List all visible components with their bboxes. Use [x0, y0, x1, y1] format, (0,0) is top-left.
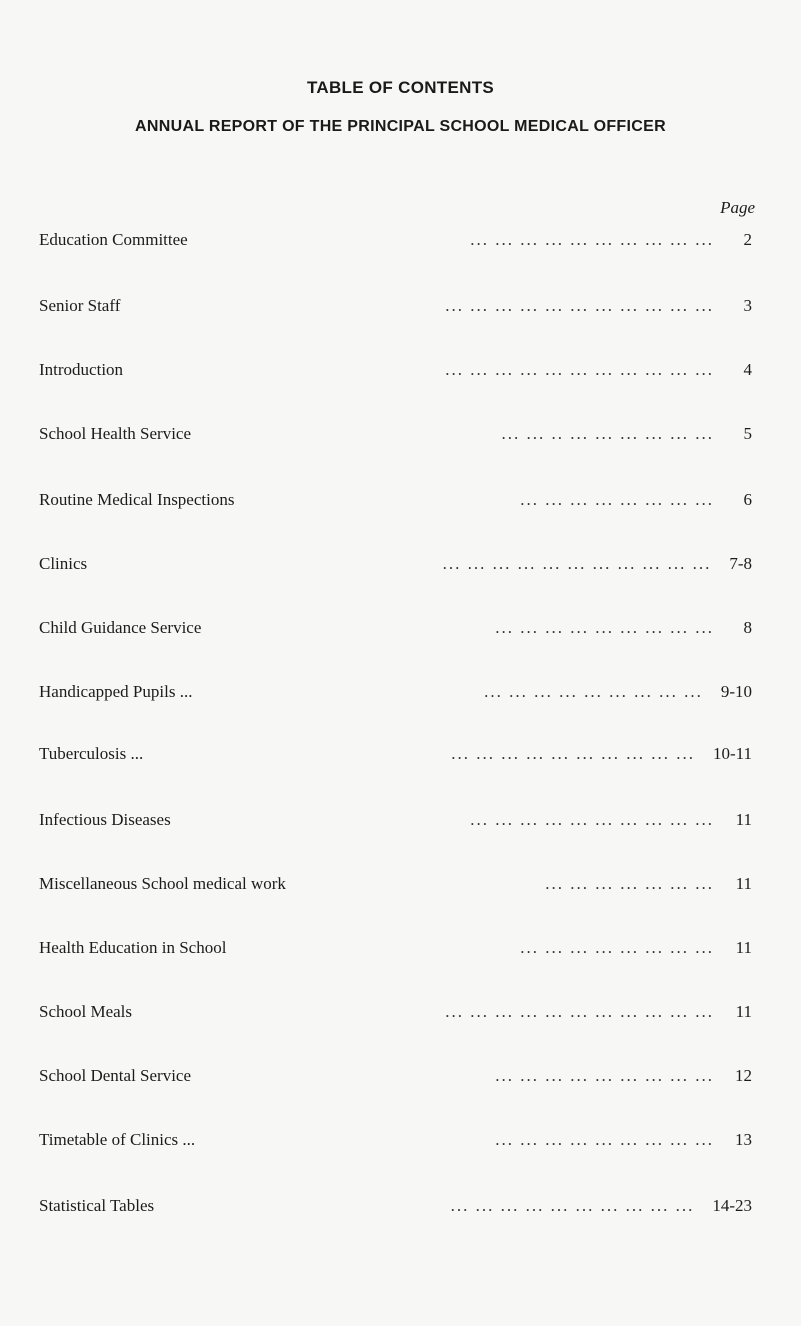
toc-entry-title: Routine Medical Inspections — [39, 490, 235, 509]
toc-entry-title: Miscellaneous School medical work — [39, 874, 286, 893]
toc-entry-title: Senior Staff — [39, 296, 121, 315]
toc-entry — [39, 682, 752, 706]
dot-leader: ... ... ... ... ... ... ... — [545, 874, 714, 893]
toc-entry-title: Child Guidance Service — [39, 618, 202, 637]
dot-leader: ... ... ... ... ... ... ... ... ... ... — [451, 744, 695, 763]
toc-entry-title: Handicapped Pupils ... — [39, 682, 193, 701]
toc-entry-title: Clinics — [39, 554, 88, 573]
dot-leader: ... ... ... ... ... ... ... ... ... ... — [470, 810, 714, 829]
toc-entry — [39, 360, 752, 384]
toc-entry-title: Timetable of Clinics ... — [39, 1130, 196, 1149]
toc-entry — [39, 490, 752, 514]
toc-entry — [39, 810, 752, 834]
toc-entry-title: Education Committee — [39, 230, 188, 249]
toc-entry-page: 6 — [743, 490, 752, 509]
dot-leader: ... ... ... ... ... ... ... ... ... — [495, 1130, 714, 1149]
toc-entry — [39, 424, 752, 448]
toc-entry-title: School Health Service — [39, 424, 192, 443]
dot-leader: ... ... ... ... ... ... ... ... ... ... ... — [442, 554, 712, 573]
toc-entry-page: 12 — [735, 1066, 752, 1085]
toc-entry-page: 14-23 — [712, 1196, 752, 1215]
page-column-label: Page — [720, 198, 755, 217]
toc-entry — [39, 554, 752, 578]
dot-leader: ... ... ... ... ... ... ... ... ... ... — [470, 230, 714, 249]
toc-entry-page: 2 — [743, 230, 752, 249]
toc-title: TABLE OF CONTENTS — [306, 78, 495, 97]
toc-entry-page: 11 — [735, 1002, 752, 1021]
report-title: ANNUAL REPORT OF THE PRINCIPAL SCHOOL MEDICAL OFFICER — [135, 118, 666, 135]
toc-entry-page: 11 — [735, 810, 752, 829]
toc-entry — [39, 230, 752, 254]
dot-leader: ... ... ... ... ... ... ... ... ... — [495, 618, 714, 637]
dot-leader: ... ... ... ... ... ... ... ... ... — [484, 682, 703, 701]
toc-entry — [39, 874, 752, 898]
toc-entry — [39, 938, 752, 962]
toc-entry — [39, 296, 752, 320]
toc-entry-page: 3 — [743, 296, 752, 315]
toc-entry — [39, 744, 752, 768]
dot-leader: ... ... ... ... ... ... ... ... — [520, 938, 714, 957]
dot-leader: ... ... ... ... ... ... ... ... ... ... ... — [445, 360, 714, 379]
toc-entry — [39, 1002, 752, 1026]
toc-entry-page: 13 — [735, 1130, 752, 1149]
dot-leader: ... ... ... ... ... ... ... ... ... ... ... — [445, 1002, 714, 1021]
toc-entry-title: Infectious Diseases — [39, 810, 171, 829]
dot-leader: ... ... ... ... ... ... ... ... ... ... — [450, 1196, 695, 1215]
toc-entry-title: Tuberculosis ... — [39, 744, 144, 763]
toc-entry-page: 4 — [743, 360, 752, 379]
toc-entry-title: Health Education in School — [39, 938, 227, 957]
toc-entry-page: 5 — [743, 424, 752, 443]
toc-entry-page: 11 — [735, 874, 752, 893]
toc-entry-page: 11 — [735, 938, 752, 957]
toc-entry-page: 7-8 — [729, 554, 752, 573]
dot-leader: ... ... ... ... ... ... ... ... — [520, 490, 714, 509]
toc-entry — [39, 1130, 752, 1154]
toc-entry-title: School Meals — [39, 1002, 133, 1021]
dot-leader: ... ... ... ... ... ... ... ... ... — [495, 1066, 714, 1085]
toc-entry-title: Statistical Tables — [39, 1196, 155, 1215]
toc-entry — [39, 1196, 752, 1220]
toc-entry-page: 9-10 — [720, 682, 752, 701]
toc-entry-title: School Dental Service — [39, 1066, 192, 1085]
toc-entry — [39, 1066, 752, 1090]
toc-entry — [39, 618, 752, 642]
dot-leader: ... ... .. ... ... ... ... ... ... — [501, 424, 714, 443]
toc-entry-page: 10-11 — [712, 744, 752, 763]
toc-entry-title: Introduction — [39, 360, 124, 379]
toc-entry-page: 8 — [743, 618, 752, 637]
dot-leader: ... ... ... ... ... ... ... ... ... ... ... — [445, 296, 714, 315]
